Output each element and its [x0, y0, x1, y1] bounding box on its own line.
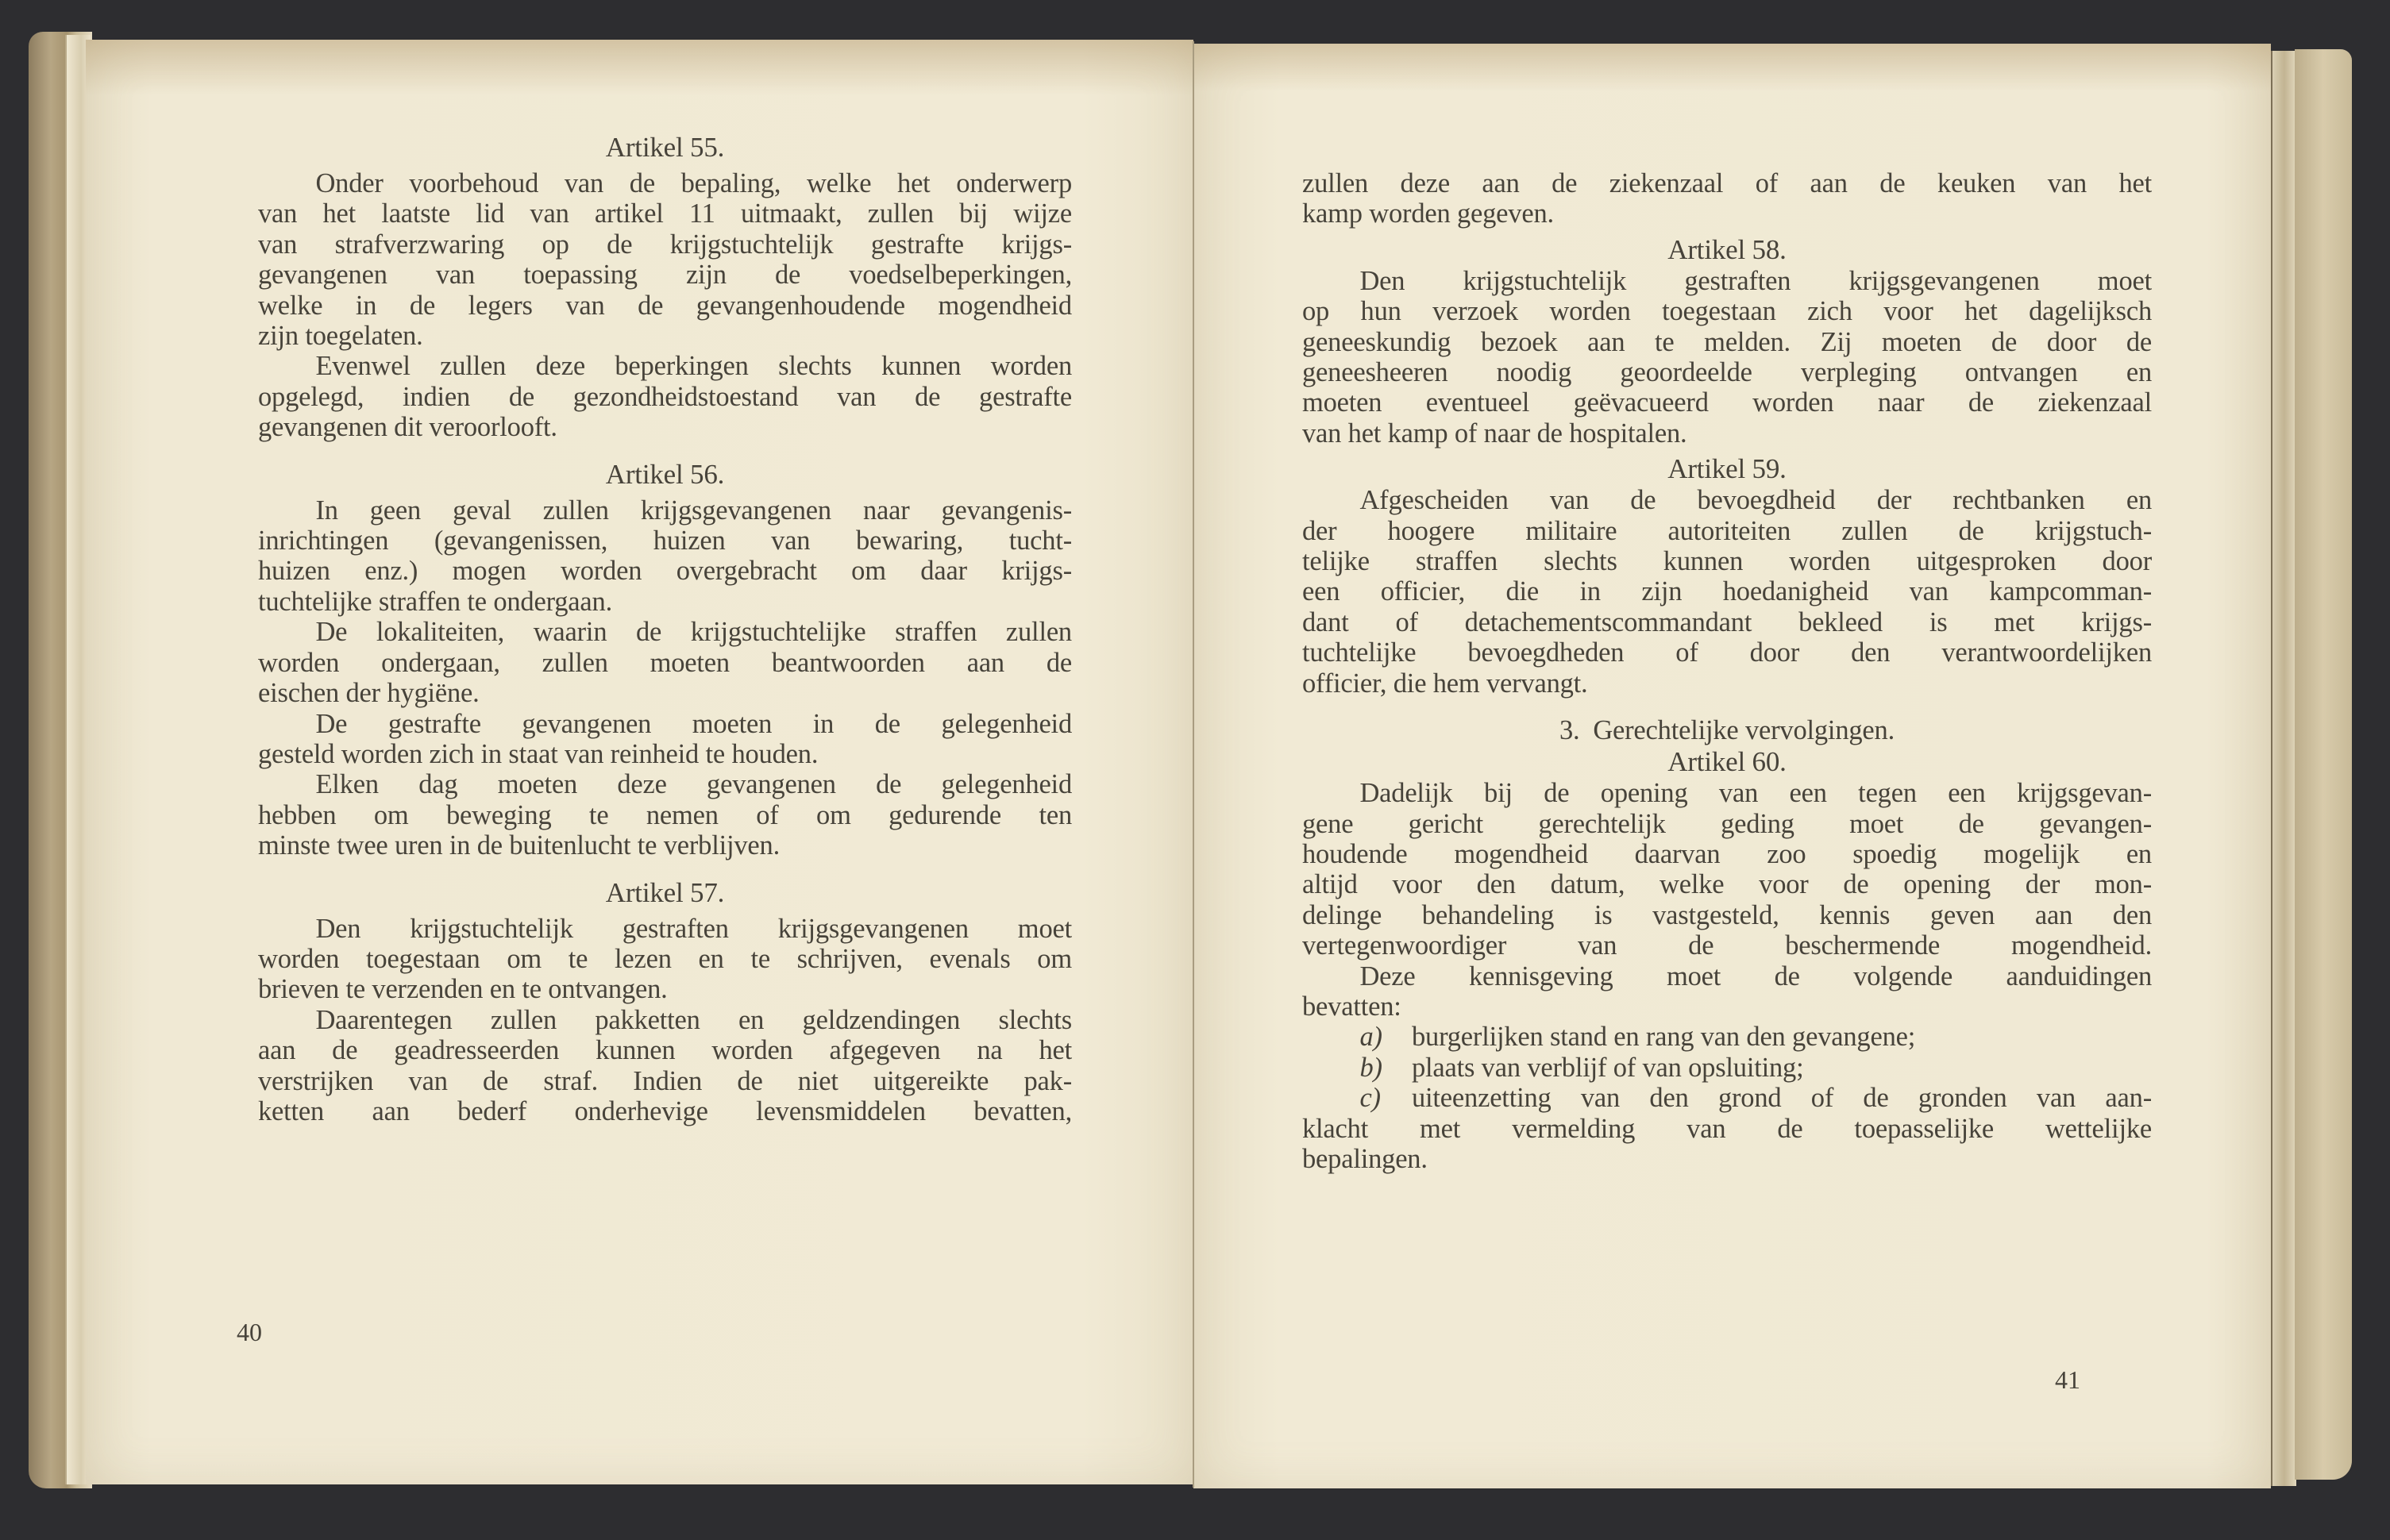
enumerated-list: [1302, 1022, 2152, 1174]
text-line: klacht met vermelding van de toepasselijke wettelijke: [1302, 1113, 2152, 1144]
text-line: delinge behandeling is vastgesteld, kennis geven aan den: [1302, 899, 2152, 930]
text-line: In geen geval zullen krijgsgevangenen naar gevangenis-: [315, 495, 1072, 526]
paragraph: [258, 914, 1072, 1005]
list-item-c: [1302, 1083, 2152, 1113]
text-line: huizen enz.) mogen worden overgebracht om daar krijgs-: [258, 556, 1072, 587]
text-line: officier, die hem vervangt.: [1302, 668, 1588, 699]
text-line: moeten eventueel geëvacueerd worden naar de ziekenzaal: [1302, 387, 2152, 418]
list-item-b: [1302, 1053, 2152, 1083]
paragraph: [258, 617, 1072, 708]
text-line: vertegenwoordiger van de beschermende mogendheid.: [1302, 930, 2152, 961]
text-line: verstrijken van de straf. Indien de niet uitgereikte pak-: [258, 1065, 1072, 1096]
text-line: gevangenen van toepassing zijn de voedselbeperkingen,: [258, 260, 1072, 291]
paragraph: [1302, 485, 2152, 699]
list-text: uiteenzetting van den grond of de gronden van aan-: [1411, 1083, 2152, 1114]
page-number-right: 41: [2055, 1365, 2080, 1394]
paragraph: [258, 709, 1072, 770]
section-number: 3.: [1559, 715, 1580, 746]
text-line: worden toegestaan om te lezen en te schrijven, evenals om: [258, 943, 1072, 974]
book-gutter: [1193, 41, 1194, 1488]
article-heading-55: Artikel 55.: [605, 132, 725, 163]
text-line: geneesheeren noodig geoordeelde verpleging ontvangen en: [1302, 357, 2152, 388]
text-line: bevatten:: [1302, 991, 1401, 1022]
text-line: Onder voorbehoud van de bepaling, welke het onderwerp: [315, 168, 1072, 198]
text-line: opgelegd, indien de gezondheidstoestand van de gestrafte: [258, 381, 1072, 412]
page-stack-right: [2271, 51, 2296, 1486]
list-label: b): [1359, 1052, 1382, 1083]
paragraph: [258, 351, 1072, 442]
text-line: Daarentegen zullen pakketten en geldzendingen slechts: [315, 1004, 1072, 1035]
paragraph: [258, 495, 1072, 618]
text-line: minste twee uren in de buitenlucht te verblijven.: [258, 830, 781, 861]
text-line: der hoogere militaire autoriteiten zullen de krijgstuch-: [1302, 515, 2152, 546]
text-line: geneeskundig bezoek aan te melden. Zij moeten de door de: [1302, 326, 2152, 357]
text-line: welke in de legers van de gevangenhoudende mogendheid: [258, 290, 1072, 321]
right-page-text: [1302, 168, 2152, 1174]
article-heading-59: Artikel 59.: [1667, 453, 1787, 485]
paragraph: [258, 1005, 1072, 1127]
page-number-left: 40: [237, 1318, 262, 1346]
text-line: van strafverzwaring op de krijgstuchtelijk gestrafte krijgs-: [258, 229, 1072, 260]
list-item-a: [1302, 1022, 2152, 1052]
text-line: Afgescheiden van de bevoegdheid der rechtbanken en: [1359, 485, 2152, 516]
list-text: burgerlijken stand en rang van den gevangene;: [1411, 1022, 1916, 1053]
text-line: dant of detachementscommandant bekleed is met krijgs-: [1302, 606, 2152, 637]
paragraph: [1302, 266, 2152, 449]
text-line: brieven te verzenden en te ontvangen.: [258, 974, 668, 1005]
age-stain: [1193, 44, 2271, 91]
list-label: c): [1359, 1083, 1381, 1114]
text-line: hebben om beweging te nemen of om gedurende ten: [258, 799, 1072, 830]
text-line: eischen der hygiëne.: [258, 678, 480, 709]
text-line: van het laatste lid van artikel 11 uitmaakt, zullen bij wijze: [258, 198, 1072, 229]
text-line: bepalingen.: [1302, 1143, 1428, 1174]
paragraph: [258, 168, 1072, 351]
paragraph: [1302, 778, 2152, 961]
text-line: tuchtelijke bevoegdheden of door den verantwoordelijken: [1302, 637, 2152, 668]
text-line: zullen deze aan de ziekenzaal of aan de keuken van het: [1302, 168, 2152, 198]
text-line: worden ondergaan, zullen moeten beantwoorden aan de: [258, 647, 1072, 678]
list-label: a): [1359, 1022, 1382, 1053]
paragraph: [258, 769, 1072, 860]
text-line: houdende mogendheid daarvan zoo spoedig mogelijk en: [1302, 838, 2152, 869]
text-line: van het kamp of naar de hospitalen.: [1302, 418, 1687, 449]
text-line: zijn toegelaten.: [258, 321, 423, 352]
book-cover-right-edge: [2295, 49, 2352, 1480]
section-heading: [1302, 714, 2152, 746]
text-line: kamp worden gegeven.: [1302, 198, 1554, 229]
article-heading-58: Artikel 58.: [1667, 233, 1787, 265]
text-line: altijd voor den datum, welke voor de opening der mon-: [1302, 869, 2152, 900]
text-line: Den krijgstuchtelijk gestraften krijgsgevangenen moet: [315, 913, 1072, 944]
left-page-text: [258, 132, 1072, 1126]
text-line: tuchtelijke straffen te ondergaan.: [258, 586, 612, 617]
text-line: gene gericht gerechtelijk geding moet de gevangen-: [1302, 808, 2152, 839]
text-line: De lokaliteiten, waarin de krijgstuchtelijke straffen zullen: [315, 617, 1072, 648]
article-heading-56: Artikel 56.: [605, 458, 725, 490]
text-line: Dadelijk bij de opening van een tegen een krijgsgevan-: [1359, 778, 2152, 809]
text-line: Evenwel zullen deze beperkingen slechts kunnen worden: [315, 351, 1072, 382]
text-line: ketten aan bederf onderhevige levensmiddelen bevatten,: [258, 1095, 1072, 1126]
text-line: De gestrafte gevangenen moeten in de gelegenheid: [315, 708, 1072, 739]
text-line: op hun verzoek worden toegestaan zich voor het dagelijksch: [1302, 296, 2152, 327]
text-line: telijke straffen slechts kunnen worden uitgesproken door: [1302, 546, 2152, 577]
text-line: gevangenen dit veroorlooft.: [258, 412, 557, 443]
text-line: gesteld worden zich in staat van reinheid te houden.: [258, 738, 819, 769]
text-line: Elken dag moeten deze gevangenen de gelegenheid: [315, 769, 1072, 800]
paragraph-continuation: [1302, 168, 2152, 229]
text-line: Den krijgstuchtelijk gestraften krijgsgevangenen moet: [1359, 265, 2152, 296]
age-stain: [86, 40, 1193, 95]
text-line: aan de geadresseerden kunnen worden afgegeven na het: [258, 1035, 1072, 1066]
text-line: Deze kennisgeving moet de volgende aanduidingen: [1359, 961, 2152, 991]
paragraph: [1302, 961, 2152, 1022]
article-heading-57: Artikel 57.: [605, 876, 725, 908]
list-text: plaats van verblijf of van opsluiting;: [1411, 1052, 1804, 1083]
article-heading-60: Artikel 60.: [1667, 746, 1787, 778]
section-title: Gerechtelijke vervolgingen.: [1593, 715, 1895, 746]
text-line: een officier, die in zijn hoedanigheid van kampcomman-: [1302, 576, 2152, 607]
text-line: inrichtingen (gevangenissen, huizen van bewaring, tucht-: [258, 526, 1072, 556]
